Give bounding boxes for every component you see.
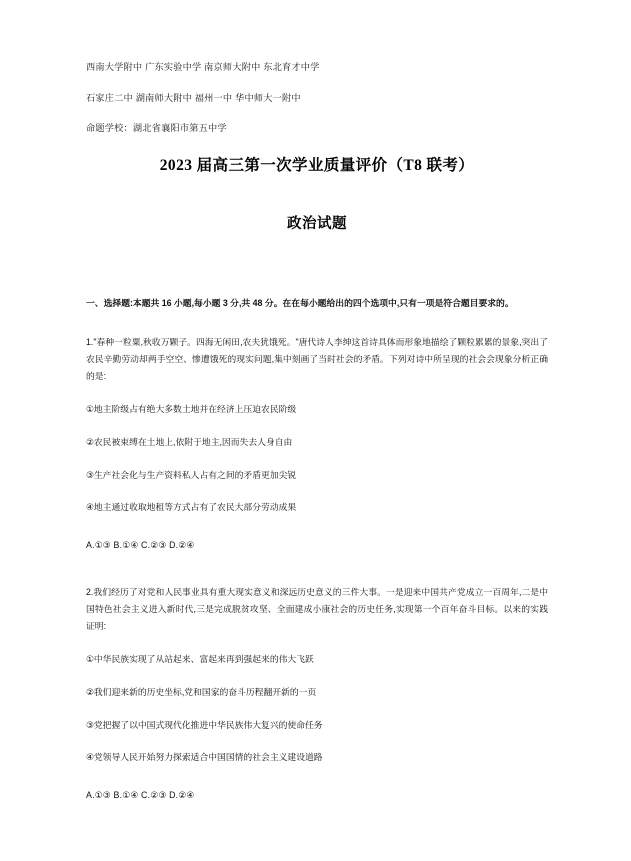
section-heading-choice: 一、选择题:本题共 16 小题,每小题 3 分,共 48 分。在在每小题给出的四个选项中,只有一项是符合题目要求的。 <box>86 297 514 308</box>
school-line-3: 命题学校：湖北省襄阳市第五中学 <box>86 123 227 133</box>
question-1 <box>86 334 548 554</box>
question-2-option-4: ④党领导人民开始努力探索适合中国国情的社会主义建设道路 <box>86 752 323 763</box>
question-2 <box>86 584 548 804</box>
school-header <box>86 62 548 135</box>
question-2-option-1: ①中华民族实现了从站起来、富起来再到强起来的伟大飞跃 <box>86 654 314 665</box>
question-2-answer-choices: A.①③ B.①④ C.②③ D.②④ <box>86 789 195 800</box>
question-1-stem: 1."春种一粒粟,秋收万颗子。四海无闲田,农夫犹饿死。"唐代诗人李绅这首诗具体而形象地描绘了颗粒累累的景象,突出了农民辛勤劳动却两手空空、惨遭饿死的现实问题,集中刻画了当时社会的矛盾。下列对诗中所呈现的社会会现象分析正确的是: <box>86 336 548 382</box>
document-content <box>86 62 548 804</box>
question-2-stem: 2.我们经历了对党和人民事业具有重大现实意义和深远历史意义的三件大事。一是迎来中国共产党成立一百周年,二是中国特色社会主义进入新时代,三是完成脱贫攻坚、全面建成小康社会的历史任务,实现第一个百年奋斗目标。以来的实践证明: <box>86 586 548 631</box>
question-1-option-3: ③生产社会化与生产资料私人占有之间的矛盾更加尖锐 <box>86 469 297 480</box>
question-2-option-2: ②我们迎来新的历史坐标,党和国家的奋斗历程翻开新的一页 <box>86 686 317 697</box>
title-block <box>86 156 548 233</box>
school-line-1: 西南大学附中 广东实验中学 南京师大附中 东北育才中学 <box>86 62 320 72</box>
question-1-option-2: ②农民被束缚在土地上,依附于地主,因而失去人身自由 <box>86 436 293 447</box>
question-1-option-4: ④地主通过收取地租等方式占有了农民大部分劳动成果 <box>86 502 297 513</box>
question-1-answer-choices: A.①③ B.①④ C.②③ D.②④ <box>86 540 195 551</box>
question-2-option-3: ③党把握了以中国式现代化推进中华民族伟大复兴的使命任务 <box>86 719 323 730</box>
question-1-option-1: ①地主阶级占有绝大多数土地并在经济上压迫农民阶级 <box>86 404 297 415</box>
subject-title: 政治试题 <box>287 215 347 232</box>
school-line-2: 石家庄二中 湖南师大附中 福州一中 华中师大一附中 <box>86 92 301 103</box>
exam-title: 2023 届高三第一次学业质量评价（T8 联考） <box>159 156 475 174</box>
